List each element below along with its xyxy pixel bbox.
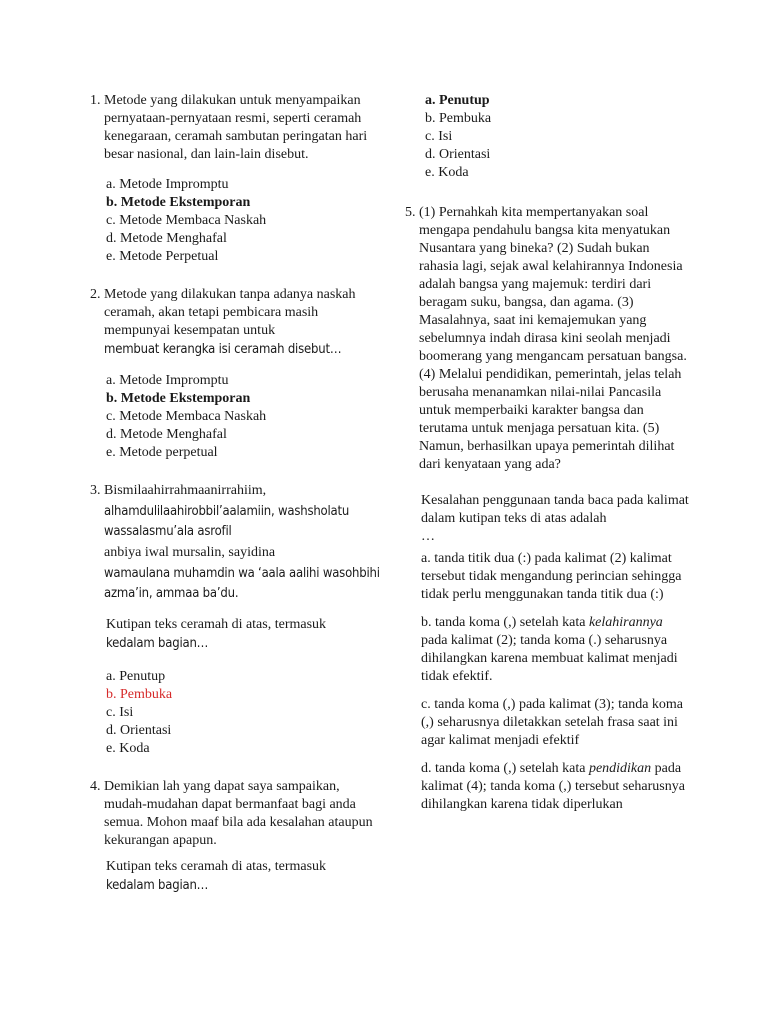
options-list — [106, 668, 380, 758]
question-text: Metode yang dilakukan untuk menyampaikan pernyataan-pernyataan resmi, seperti ceramah kenegaraan, ceramah sambutan peringatan hari besar nasional, dan lain-lain disebut. — [104, 93, 368, 162]
question-1 — [90, 92, 380, 266]
prompt-line-2: kedalam bagian… — [106, 636, 209, 651]
ceramah-line-1: Bismilaahirrahmaanirrahiim, — [104, 483, 267, 498]
option-a[interactable]: a. tanda titik dua (:) pada kalimat (2) kalimat tersebut tidak mengandung perincian sehingga tidak perlu menggunakan tanda titik dua (:) — [421, 551, 682, 602]
question-text: Demikian lah yang dapat saya sampaikan, mudah-mudahan dapat bermanfaat bagi anda semua. Mohon maaf bila ada kesalahan ataupun kekurangan apapun. — [104, 779, 373, 848]
option-b[interactable]: b. Metode Ekstemporan — [106, 391, 251, 406]
prompt-text: Kesalahan penggunaan tanda baca pada kalimat dalam kutipan teks di atas adalah — [421, 493, 689, 526]
prompt-line-1: Kutipan teks ceramah di atas, termasuk — [106, 617, 327, 632]
question-text: (1) Pernahkah kita mempertanyakan soal mengapa pendahulu bangsa kita menyatukan Nusantara yang bineka? (2) Sudah bukan rahasia lagi, sejak awal kelahirannya Indonesia adalah bangsa yang majemuk: terdiri dari beragam suku, bangsa, dan agama. (3) Masalahnya, saat ini kemajemukan yang sebelumnya indah dirasa kini seolah menjadi boomerang yang mengancam persatuan bangsa. (4) Melalui pendidikan, pemerintah, jelas telah berusaha menanamkan nilai-nilai Pancasila untuk memperbaiki karakter bangsa dan terutama untuk menjaga persatuan kita. (5) Namun, berhasilkan upaya pemerintah dilihat dari kenyataan yang ada? — [419, 205, 687, 472]
option-d[interactable] — [421, 760, 690, 814]
option-b[interactable] — [421, 614, 690, 686]
option-c[interactable]: c. Isi — [425, 129, 453, 144]
option-d-text-1: d. tanda koma (,) setelah kata — [421, 761, 586, 776]
option-d-emphasis: pendidikan — [588, 761, 652, 776]
question-2 — [90, 286, 380, 462]
option-e[interactable]: e. Metode perpetual — [106, 445, 218, 460]
option-d[interactable]: d. Metode Menghafal — [106, 427, 227, 442]
options-list — [405, 550, 690, 814]
option-b-text-1: b. tanda koma (,) setelah kata — [421, 615, 586, 630]
left-column — [90, 92, 380, 916]
ceramah-line-3: anbiya iwal mursalin, sayidina — [104, 545, 276, 560]
option-b-text-2: pada kalimat (2); tanda koma (.) seharusnya dihilangkan karena membuat kalimat menjadi tidak efektif. — [421, 633, 678, 684]
ceramah-line-4: wamaulana muhamdin wa ‘aala aalihi wasohbihi azma’in, ammaa ba’du. — [104, 566, 380, 601]
options-list — [106, 176, 380, 266]
question-prompt — [90, 858, 380, 896]
option-a[interactable]: a. Penutup — [106, 669, 166, 684]
option-d[interactable]: d. Orientasi — [106, 723, 172, 738]
question-text-main: Metode yang dilakukan tanpa adanya naskah ceramah, akan tetapi pembicara masih mempunyai kesempatan untuk — [104, 287, 356, 338]
prompt-line-1: Kutipan teks ceramah di atas, termasuk — [106, 859, 327, 874]
prompt-line-2: kedalam bagian… — [106, 878, 209, 893]
question-text-tail: membuat kerangka isi ceramah disebut… — [104, 342, 342, 357]
option-c[interactable]: c. Metode Membaca Naskah — [106, 213, 267, 228]
options-list — [106, 372, 380, 462]
question-5 — [405, 204, 690, 814]
question-prompt — [405, 492, 690, 546]
question-text — [104, 482, 380, 604]
question-4-options — [425, 92, 690, 182]
option-a[interactable]: a. Penutup — [425, 93, 490, 108]
option-c[interactable]: c. Metode Membaca Naskah — [106, 409, 267, 424]
question-4 — [90, 778, 380, 896]
question-text — [104, 286, 380, 360]
option-b-emphasis: kelahirannya — [588, 615, 663, 630]
right-column — [405, 92, 690, 834]
option-d[interactable]: d. Metode Menghafal — [106, 231, 227, 246]
option-b[interactable]: b. Pembuka — [425, 111, 492, 126]
question-number: 2. — [90, 287, 101, 302]
option-c[interactable]: c. tanda koma (,) pada kalimat (3); tanda koma (,) seharusnya diletakkan setelah frasa saat ini agar kalimat menjadi efektif — [421, 697, 684, 748]
option-a[interactable]: a. Metode Impromptu — [106, 177, 229, 192]
question-number: 4. — [90, 779, 101, 794]
option-c[interactable]: c. Isi — [106, 705, 134, 720]
option-d[interactable]: d. Orientasi — [425, 147, 491, 162]
option-e[interactable]: e. Metode Perpetual — [106, 249, 219, 264]
question-number: 1. — [90, 93, 101, 108]
question-prompt — [90, 616, 380, 654]
ceramah-line-2: alhamdulilaahirobbil’aalamiin, washsholatu wassalasmu’ala asrofil — [104, 504, 350, 539]
option-e[interactable]: e. Koda — [425, 165, 469, 180]
question-number: 5. — [405, 205, 416, 220]
question-3 — [90, 482, 380, 758]
question-number: 3. — [90, 483, 101, 498]
option-d-text-2: pada kalimat (4); tanda koma (,) tersebut seharusnya dihilangkan karena tidak diperlukan — [421, 761, 685, 812]
option-b[interactable]: b. Metode Ekstemporan — [106, 195, 251, 210]
option-b[interactable]: b. Pembuka — [106, 687, 173, 702]
option-e[interactable]: e. Koda — [106, 741, 150, 756]
prompt-ellipsis: … — [421, 529, 435, 544]
option-a[interactable]: a. Metode Impromptu — [106, 373, 229, 388]
